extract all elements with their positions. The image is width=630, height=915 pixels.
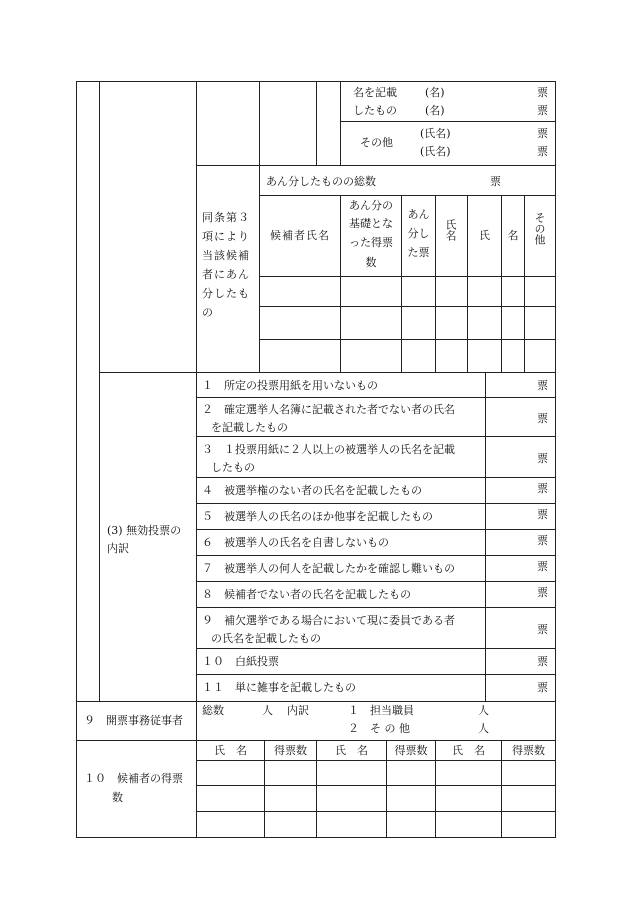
staff-total: 総数 [202,704,224,717]
unit-name-2: 票 [537,104,548,117]
staff-other-unit: 人 [478,722,489,735]
apportion-label-line: 者にあん [202,268,250,281]
header-name-3: 氏 名 [452,744,485,757]
other-note-1: (氏名) [420,127,451,140]
unit-other-1: 票 [537,127,548,140]
apportion-label-line: 当該候補 [202,249,250,262]
apportion-label-line: 同条第３ [202,211,250,224]
staff-label: ９ 開票事務従事者 [84,714,183,727]
col-surname: 氏 [479,229,490,242]
candidate-votes-label-2: 数 [112,791,123,804]
other-note-2: (氏名) [420,145,451,158]
apportion-total-unit: 票 [490,175,501,188]
header-name-2: 氏 名 [335,744,368,757]
other-label: その他 [360,136,393,149]
name-note-1: (名) [425,86,445,99]
staff-item-official: １ 担当職員 [348,704,414,717]
header-votes-3: 得票数 [512,744,545,757]
staff-breakdown: 内訳 [287,704,309,717]
candidate-votes-label-1: １０ 候補者の得票 [84,772,183,785]
apportion-label-line: 分したも [202,287,250,300]
header-votes-2: 得票数 [394,744,428,757]
unit-name-1: 票 [537,86,548,99]
name-written-label-2: したもの [353,104,397,117]
col-candidate-name: 候補者氏名 [270,229,330,242]
header-name-1: 氏 名 [214,744,247,757]
apportion-label-line: の [202,306,213,319]
unit-other-2: 票 [537,145,548,158]
invalid-section-label-2: 内訳 [107,542,129,555]
name-note-2: (名) [425,104,445,117]
col-given-name: 名 [507,229,519,242]
col-other: その他 [533,212,546,245]
apportion-label-line: 項により [202,230,250,243]
invalid-section-label-1: (3) 無効投票の [107,524,182,537]
staff-total-unit: 人 [262,704,273,717]
staff-official-unit: 人 [478,704,489,717]
apportion-total-label: あん分したものの総数 [266,175,376,188]
staff-item-other: ２ そ の 他 [348,722,410,735]
header-votes-1: 得票数 [274,744,307,757]
col-full-name: 氏名 [444,219,457,241]
name-written-label-1: 名を記載 [353,86,397,99]
